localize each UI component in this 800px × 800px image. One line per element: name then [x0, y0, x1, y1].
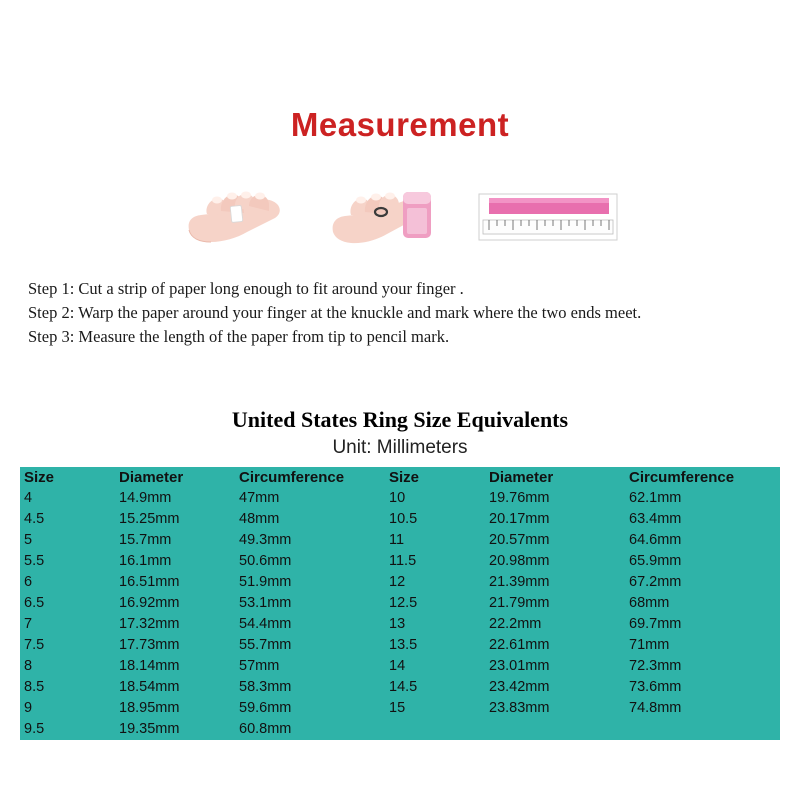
cell-diameter-left: 15.25mm — [115, 509, 235, 530]
cell-diameter-right: 21.39mm — [485, 572, 625, 593]
cell-diameter-right: 22.61mm — [485, 635, 625, 656]
cell-diameter-right: 20.17mm — [485, 509, 625, 530]
cell-size-right: 13 — [385, 614, 485, 635]
cell-circumference-right: 71mm — [625, 635, 780, 656]
cell-diameter-right: 21.79mm — [485, 593, 625, 614]
cell-circumference-left: 53.1mm — [235, 593, 385, 614]
cell-circumference-right: 64.6mm — [625, 530, 780, 551]
cell-circumference-left: 60.8mm — [235, 719, 385, 740]
cell-circumference-right: 72.3mm — [625, 656, 780, 677]
cell-circumference-left: 51.9mm — [235, 572, 385, 593]
header-circumference-right: Circumference — [625, 467, 780, 488]
cell-diameter-right: 22.2mm — [485, 614, 625, 635]
step-1: Step 1: Cut a strip of paper long enough to fit around your finger . — [28, 279, 464, 298]
cell-circumference-right: 73.6mm — [625, 677, 780, 698]
cell-diameter-left: 15.7mm — [115, 530, 235, 551]
cell-diameter-right: 19.76mm — [485, 488, 625, 509]
cell-diameter-left: 17.32mm — [115, 614, 235, 635]
ring-size-table — [20, 467, 780, 740]
cell-size-left: 8 — [20, 656, 115, 677]
paper-strip-ruler-illustration — [473, 186, 623, 253]
cell-size-right — [385, 719, 485, 740]
table-row — [20, 572, 780, 593]
cell-size-right: 10 — [385, 488, 485, 509]
cell-diameter-right: 23.01mm — [485, 656, 625, 677]
cell-diameter-left: 16.92mm — [115, 593, 235, 614]
cell-size-left: 7 — [20, 614, 115, 635]
cell-size-right: 10.5 — [385, 509, 485, 530]
page-title: Measurement — [290, 106, 510, 143]
cell-circumference-right: 63.4mm — [625, 509, 780, 530]
table-header-row — [20, 467, 780, 488]
cell-diameter-right: 23.42mm — [485, 677, 625, 698]
header-diameter-left: Diameter — [115, 467, 235, 488]
cell-size-right: 11.5 — [385, 551, 485, 572]
cell-diameter-left: 16.1mm — [115, 551, 235, 572]
cell-size-right: 13.5 — [385, 635, 485, 656]
table-row — [20, 719, 780, 740]
cell-size-left: 8.5 — [20, 677, 115, 698]
table-unit-label: Unit: Millimeters — [332, 436, 468, 458]
cell-size-left: 5 — [20, 530, 115, 551]
cell-circumference-right — [625, 719, 780, 740]
cell-circumference-right: 69.7mm — [625, 614, 780, 635]
header-size-left: Size — [20, 467, 115, 488]
cell-size-right: 14 — [385, 656, 485, 677]
cell-size-left: 9.5 — [20, 719, 115, 740]
cell-diameter-right: 23.83mm — [485, 698, 625, 719]
hand-ring-finger-illustration — [325, 186, 455, 253]
step-2: Step 2: Warp the paper around your finger at the knuckle and mark where the two ends meet. — [28, 302, 642, 322]
cell-diameter-right — [485, 719, 625, 740]
table-row — [20, 635, 780, 656]
cell-size-left: 4.5 — [20, 509, 115, 530]
table-row — [20, 656, 780, 677]
cell-diameter-left: 19.35mm — [115, 719, 235, 740]
cell-size-left: 6.5 — [20, 593, 115, 614]
cell-size-right: 12.5 — [385, 593, 485, 614]
table-row — [20, 488, 780, 509]
cell-size-right: 14.5 — [385, 677, 485, 698]
cell-size-right: 11 — [385, 530, 485, 551]
header-size-right: Size — [385, 467, 485, 488]
cell-circumference-left: 59.6mm — [235, 698, 385, 719]
table-row — [20, 593, 780, 614]
cell-diameter-left: 14.9mm — [115, 488, 235, 509]
header-diameter-right: Diameter — [485, 467, 625, 488]
cell-circumference-left: 48mm — [235, 509, 385, 530]
cell-circumference-left: 58.3mm — [235, 677, 385, 698]
cell-circumference-left: 55.7mm — [235, 635, 385, 656]
cell-diameter-left: 17.73mm — [115, 635, 235, 656]
cell-circumference-right: 62.1mm — [625, 488, 780, 509]
cell-size-left: 7.5 — [20, 635, 115, 656]
cell-diameter-left: 16.51mm — [115, 572, 235, 593]
table-row — [20, 551, 780, 572]
table-row — [20, 677, 780, 698]
cell-circumference-right: 68mm — [625, 593, 780, 614]
cell-diameter-left: 18.95mm — [115, 698, 235, 719]
table-row — [20, 509, 780, 530]
cell-circumference-right: 74.8mm — [625, 698, 780, 719]
illustration-row — [0, 183, 800, 253]
cell-size-right: 15 — [385, 698, 485, 719]
table-row — [20, 530, 780, 551]
cell-circumference-left: 50.6mm — [235, 551, 385, 572]
cell-size-left: 9 — [20, 698, 115, 719]
cell-size-left: 5.5 — [20, 551, 115, 572]
table-row — [20, 614, 780, 635]
cell-diameter-left: 18.54mm — [115, 677, 235, 698]
cell-diameter-right: 20.98mm — [485, 551, 625, 572]
table-row — [20, 698, 780, 719]
cell-diameter-left: 18.14mm — [115, 656, 235, 677]
cell-circumference-left: 54.4mm — [235, 614, 385, 635]
cell-size-right: 12 — [385, 572, 485, 593]
cell-circumference-left: 49.3mm — [235, 530, 385, 551]
cell-circumference-left: 57mm — [235, 656, 385, 677]
cell-circumference-right: 65.9mm — [625, 551, 780, 572]
cell-circumference-left: 47mm — [235, 488, 385, 509]
header-circumference-left: Circumference — [235, 467, 385, 488]
hand-paper-strip-illustration — [177, 186, 307, 253]
cell-circumference-right: 67.2mm — [625, 572, 780, 593]
table-title: United States Ring Size Equivalents — [231, 406, 569, 432]
cell-size-left: 6 — [20, 572, 115, 593]
cell-diameter-right: 20.57mm — [485, 530, 625, 551]
instruction-steps — [0, 277, 800, 349]
step-3: Step 3: Measure the length of the paper from tip to pencil mark. — [28, 326, 450, 346]
cell-size-left: 4 — [20, 488, 115, 509]
